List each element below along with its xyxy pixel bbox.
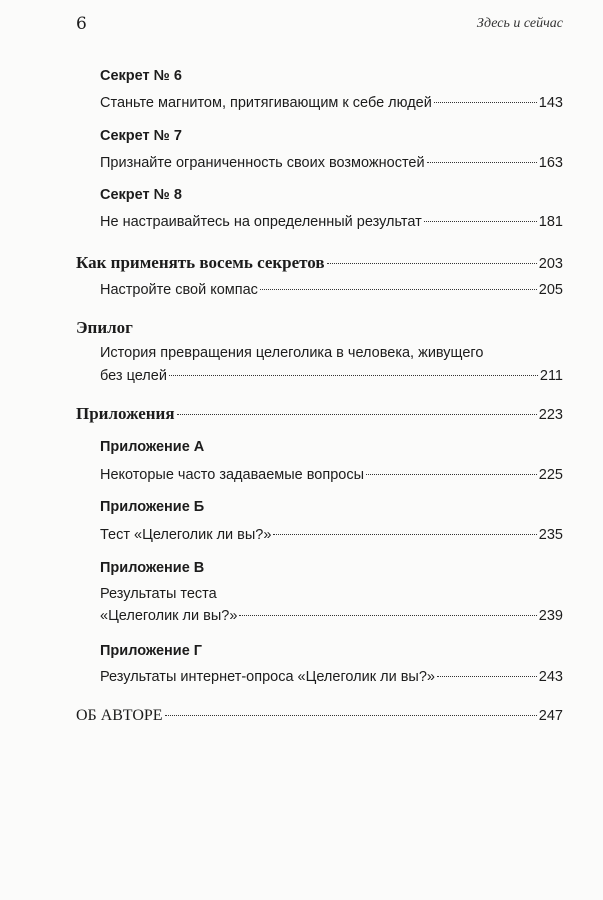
page-header xyxy=(76,14,563,38)
toc-entry-title: Некоторые часто задаваемые вопросы xyxy=(100,467,364,483)
dot-leader xyxy=(427,161,537,163)
dot-leader xyxy=(434,101,537,103)
dot-leader xyxy=(437,675,537,677)
toc-entry-title-line: История превращения целеголика в человека, живущего xyxy=(100,345,484,361)
dot-leader xyxy=(165,714,537,716)
dot-leader xyxy=(260,288,537,290)
toc-entry-title: без целей xyxy=(100,368,167,384)
toc-entry-title: Тест «Целеголик ли вы?» xyxy=(100,527,272,543)
running-title: Здесь и сейчас xyxy=(476,16,563,31)
page-number: 6 xyxy=(76,14,87,34)
toc-entry-page: 143 xyxy=(538,95,563,111)
toc-section-heading: Секрет № 6 xyxy=(100,68,182,84)
toc-chapter-heading: Эпилог xyxy=(76,318,133,337)
toc-chapter-title: Приложения xyxy=(76,404,175,423)
toc-entry-title: Признайте ограниченность своих возможностей xyxy=(100,155,425,171)
toc-section-heading: Приложение Б xyxy=(100,499,205,515)
toc-entry-title: Не настраивайтесь на определенный результат xyxy=(100,214,422,230)
toc-entry-title: Станьте магнитом, притягивающим к себе людей xyxy=(100,95,432,111)
toc-entry-page: 235 xyxy=(538,527,563,543)
toc-entry-page: 203 xyxy=(538,256,563,272)
toc-chapter-entry[interactable] xyxy=(76,253,563,274)
dot-leader xyxy=(366,473,537,475)
toc-entry[interactable] xyxy=(100,93,563,113)
toc-section-heading: Приложение В xyxy=(100,560,205,576)
toc-entry-page: 239 xyxy=(538,608,563,624)
toc-entry-title: Настройте свой компас xyxy=(100,282,258,298)
toc-entry-page: 205 xyxy=(538,282,563,298)
toc-entry[interactable] xyxy=(100,525,563,545)
toc-section-heading: Приложение Г xyxy=(100,643,203,659)
toc-entry[interactable] xyxy=(100,153,563,173)
toc-entry-page: 243 xyxy=(538,669,563,685)
toc-chapter-title: ОБ АВТОРЕ xyxy=(76,707,163,724)
dot-leader xyxy=(327,262,537,264)
dot-leader xyxy=(273,533,536,535)
toc-entry[interactable] xyxy=(100,212,563,232)
toc-entry-page: 181 xyxy=(538,214,563,230)
dot-leader xyxy=(424,220,537,222)
toc-section-heading: Секрет № 8 xyxy=(100,187,182,203)
toc-entry-page: 163 xyxy=(538,155,563,171)
toc-entry-title-line: Результаты теста xyxy=(100,586,217,602)
dot-leader xyxy=(169,374,538,376)
toc-entry[interactable] xyxy=(100,280,563,300)
dot-leader xyxy=(177,413,537,415)
toc-chapter-entry[interactable] xyxy=(76,404,563,425)
toc-entry-page: 225 xyxy=(538,467,563,483)
toc-entry-page: 247 xyxy=(538,708,563,724)
toc-entry-title: «Целеголик ли вы?» xyxy=(100,608,238,624)
toc-entry-page: 211 xyxy=(539,368,563,384)
toc-section-heading: Приложение А xyxy=(100,439,205,455)
toc-section-heading: Секрет № 7 xyxy=(100,128,182,144)
toc-entry[interactable] xyxy=(100,606,563,626)
toc-entry[interactable] xyxy=(100,667,563,687)
toc-chapter-entry[interactable] xyxy=(76,706,563,726)
toc-chapter-title: Как применять восемь секретов xyxy=(76,253,325,272)
toc-entry-title: Результаты интернет-опроса «Целеголик ли вы?» xyxy=(100,669,435,685)
toc-entry[interactable] xyxy=(100,366,563,386)
toc-entry-page: 223 xyxy=(538,407,563,423)
toc-entry[interactable] xyxy=(100,465,563,485)
dot-leader xyxy=(239,614,536,616)
